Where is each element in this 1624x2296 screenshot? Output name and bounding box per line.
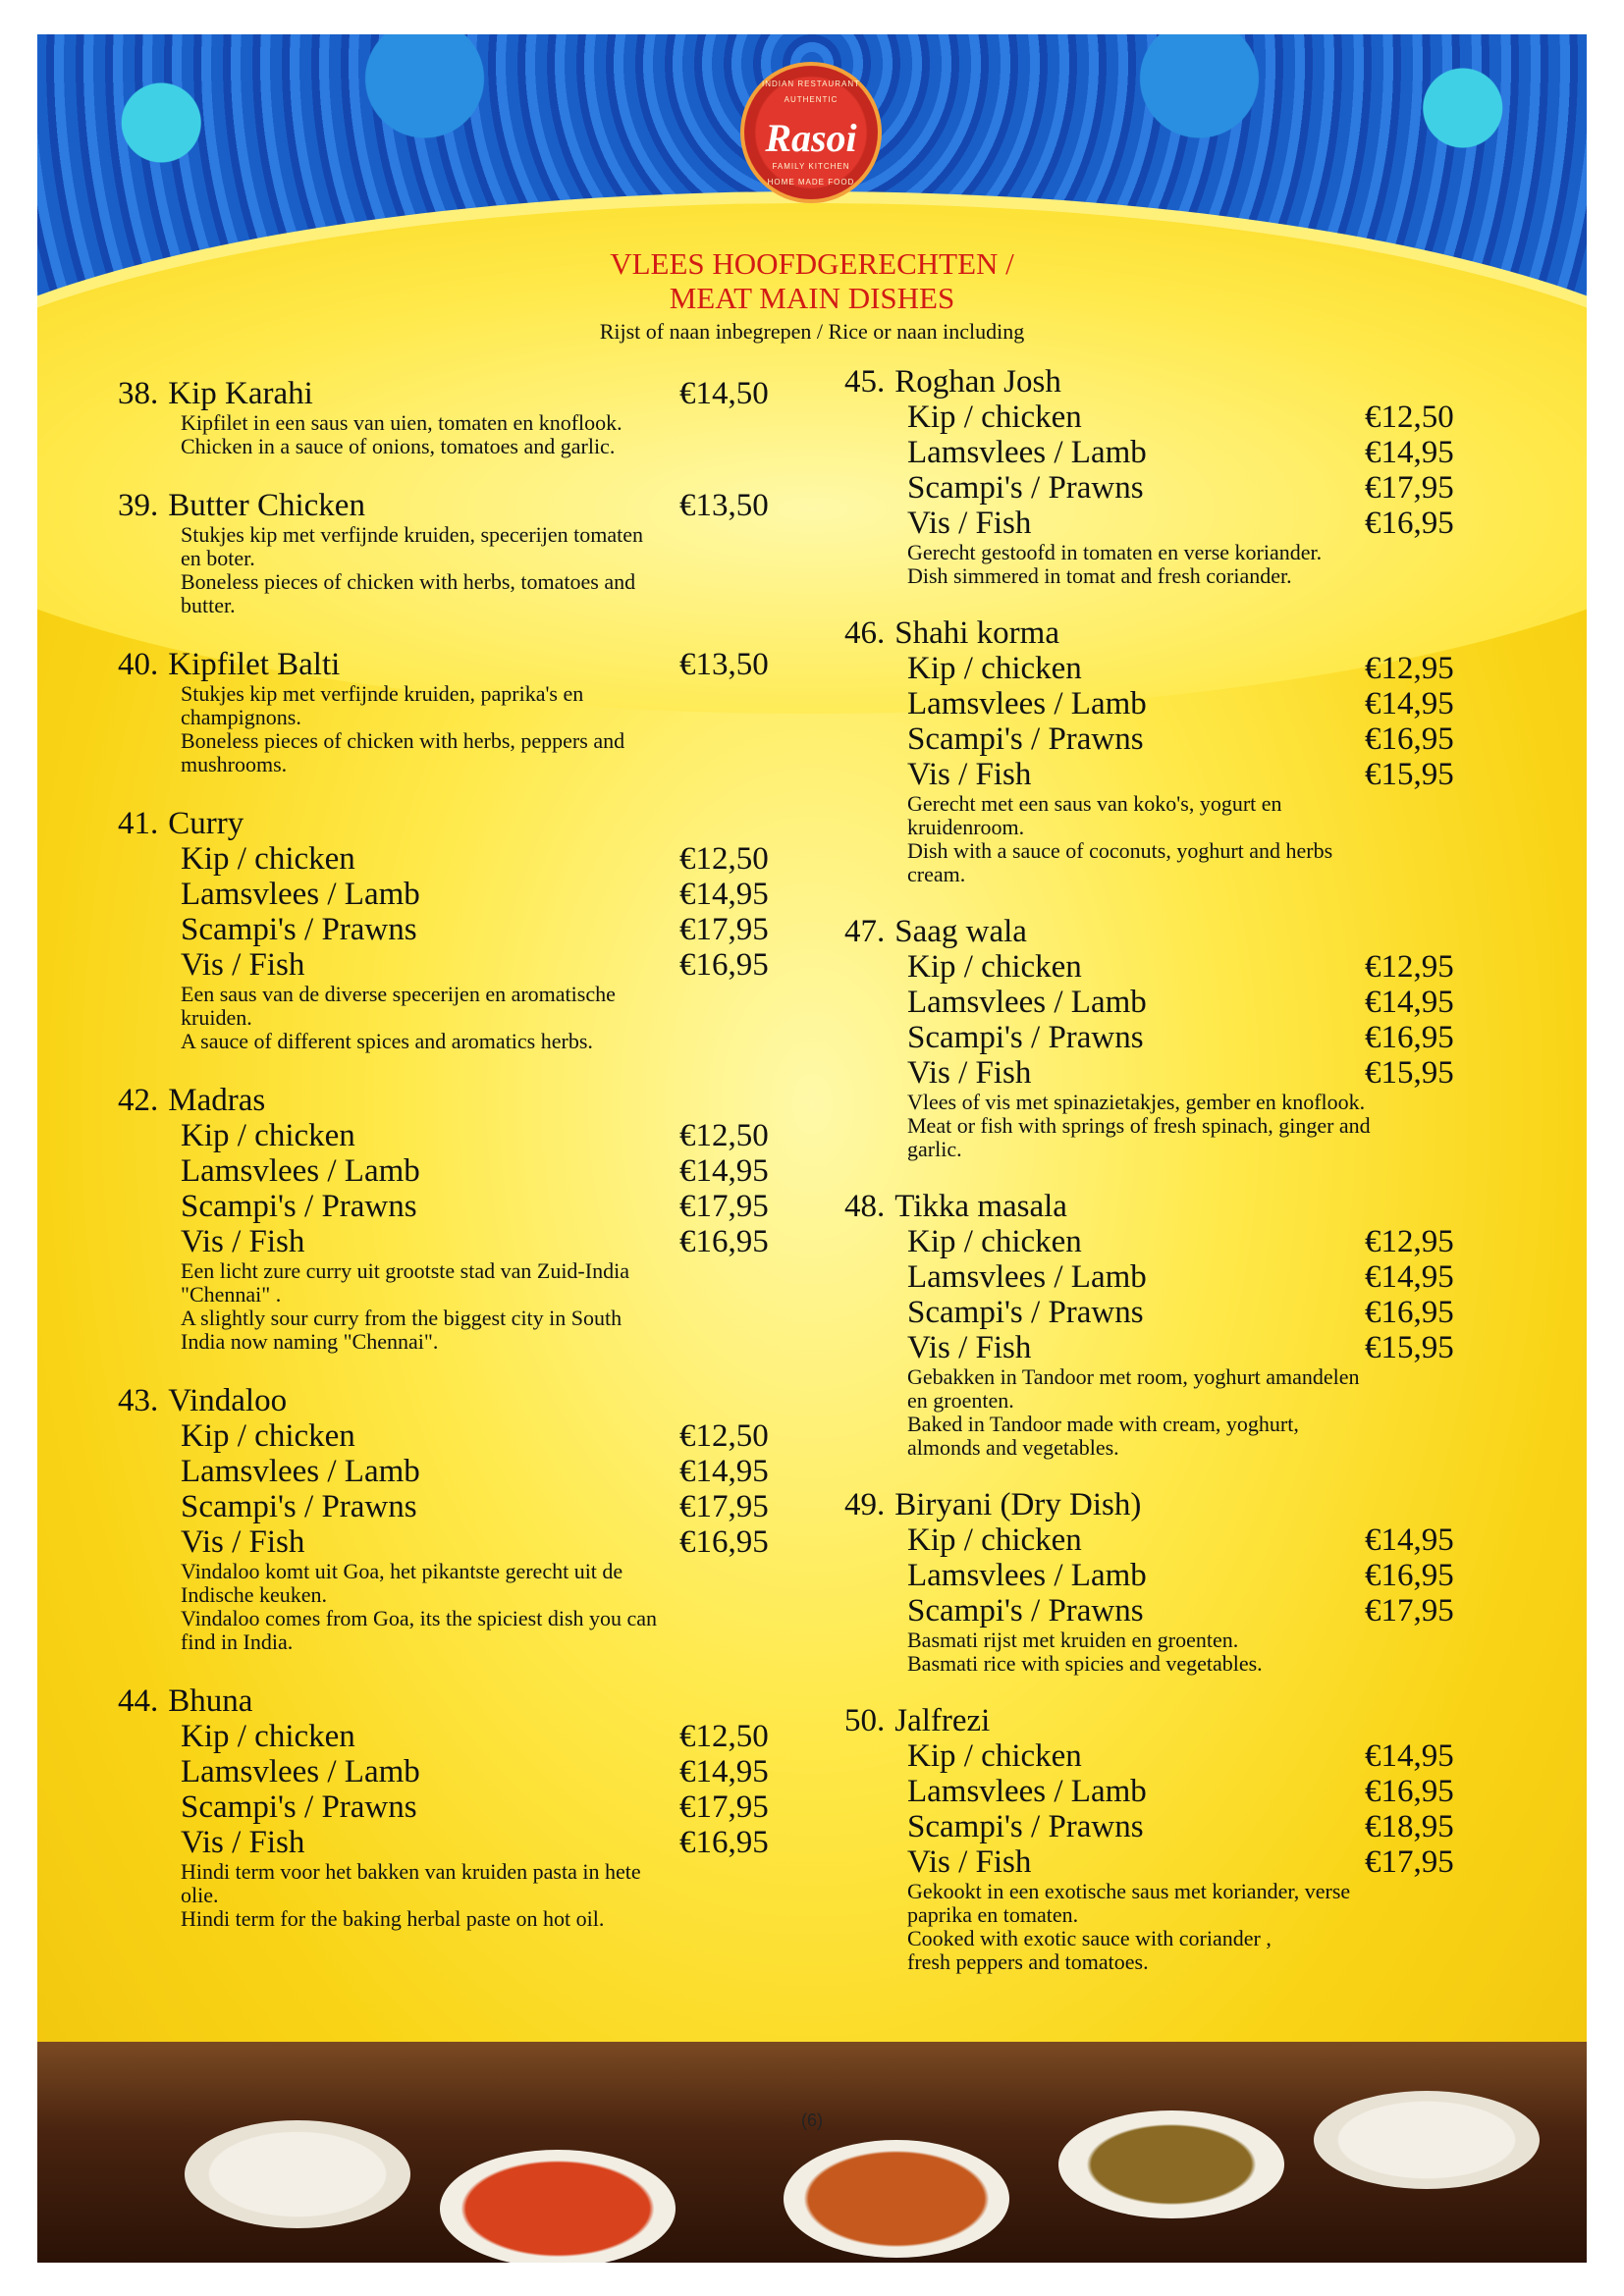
menu-item-description: Basmati rijst met kruiden en groenten. xyxy=(907,1628,1239,1652)
menu-title-line1: VLEES HOOFDGERECHTEN / xyxy=(610,246,1014,281)
variant-price: €15,95 xyxy=(1365,1330,1454,1365)
price-variant-row xyxy=(844,1224,1551,1259)
menu-item-description: garlic. xyxy=(907,1137,962,1161)
menu-item-description: butter. xyxy=(181,593,236,617)
price-variant-row xyxy=(118,1153,825,1189)
menu-title-line2: MEAT MAIN DISHES xyxy=(669,281,955,315)
price-variant-row xyxy=(118,877,825,912)
price-variant-row xyxy=(844,721,1551,757)
menu-item-description: Dish simmered in tomat and fresh coriander. xyxy=(907,563,1292,588)
price-variant-row xyxy=(844,1558,1551,1593)
menu-item-description: Stukjes kip met verfijnde kruiden, paprika's en xyxy=(181,681,584,706)
menu-item-description: Boneless pieces of chicken with herbs, tomatoes and xyxy=(181,569,636,594)
variant-price: €17,95 xyxy=(679,1189,769,1224)
menu-item-number: 39. xyxy=(118,488,159,523)
menu-item-description: paprika en tomaten. xyxy=(907,1902,1079,1927)
menu-item-number: 38. xyxy=(118,376,159,411)
menu-item-heading xyxy=(844,1703,1551,1738)
menu-item-description: en groenten. xyxy=(907,1388,1014,1413)
variant-label: Kip / chicken xyxy=(907,1738,1082,1774)
variant-label: Lamsvlees / Lamb xyxy=(907,1558,1147,1593)
menu-item-description: Gerecht met een saus van koko's, yogurt en xyxy=(907,791,1282,816)
variant-label: Vis / Fish xyxy=(181,1524,305,1560)
variant-price: €14,95 xyxy=(679,1454,769,1489)
variant-price: €17,95 xyxy=(679,912,769,947)
menu-item-heading xyxy=(118,647,825,682)
variant-label: Scampi's / Prawns xyxy=(907,1295,1144,1330)
menu-item-description: mushrooms. xyxy=(181,752,288,776)
menu-item-description: Een saus van de diverse specerijen en aromatische xyxy=(181,982,616,1006)
variant-price: €14,95 xyxy=(679,1153,769,1189)
menu-item-price: €13,50 xyxy=(679,647,769,682)
price-variant-row xyxy=(844,435,1551,470)
menu-item-description: Hindi term voor het bakken van kruiden pasta in hete xyxy=(181,1859,641,1884)
menu-item-name: Roghan Josh xyxy=(894,364,1061,400)
variant-label: Scampi's / Prawns xyxy=(181,1489,417,1524)
variant-label: Scampi's / Prawns xyxy=(181,912,417,947)
menu-item-description: cream. xyxy=(907,862,966,886)
menu-item-description: find in India. xyxy=(181,1629,294,1654)
variant-price: €15,95 xyxy=(1365,1055,1454,1091)
menu-item xyxy=(118,647,825,776)
variant-label: Lamsvlees / Lamb xyxy=(181,1153,420,1189)
price-variant-row xyxy=(844,1809,1551,1844)
menu-item-description: Boneless pieces of chicken with herbs, peppers and xyxy=(181,728,625,753)
price-variant-row xyxy=(844,757,1551,792)
menu-subtitle: Rijst of naan inbegrepen / Rice or naan including xyxy=(599,319,1025,344)
menu-item xyxy=(844,615,1551,886)
menu-item-number: 42. xyxy=(118,1083,159,1118)
variant-label: Kip / chicken xyxy=(907,1522,1082,1558)
menu-item-name: Saag wala xyxy=(894,914,1027,949)
menu-item-description: Chicken in a sauce of onions, tomatoes and garlic. xyxy=(181,434,616,458)
menu-item-heading xyxy=(118,806,825,841)
price-variant-row xyxy=(118,1189,825,1224)
menu-item-description: A slightly sour curry from the biggest city in South xyxy=(181,1306,623,1330)
price-variant-row xyxy=(844,1330,1551,1365)
menu-item-description: almonds and vegetables. xyxy=(907,1435,1119,1460)
menu-item-name: Vindaloo xyxy=(168,1383,288,1418)
restaurant-logo xyxy=(740,62,882,203)
variant-label: Lamsvlees / Lamb xyxy=(907,435,1147,470)
menu-item-name: Shahi korma xyxy=(894,615,1059,651)
menu-item-description: Gerecht gestoofd in tomaten en verse koriander. xyxy=(907,540,1323,564)
menu-item-description: Gebakken in Tandoor met room, yoghurt amandelen xyxy=(907,1364,1360,1389)
variant-price: €17,95 xyxy=(679,1789,769,1825)
price-variant-row xyxy=(844,1020,1551,1055)
menu-item-description: Meat or fish with springs of fresh spinach, ginger and xyxy=(907,1113,1371,1138)
variant-price: €14,95 xyxy=(1365,1522,1454,1558)
variant-label: Scampi's / Prawns xyxy=(181,1789,417,1825)
variant-label: Vis / Fish xyxy=(907,1844,1032,1880)
menu-item-number: 46. xyxy=(844,615,886,651)
menu-item xyxy=(118,488,825,617)
menu-item xyxy=(118,1383,825,1654)
variant-price: €16,95 xyxy=(1365,1020,1454,1055)
variant-price: €14,95 xyxy=(1365,1259,1454,1295)
menu-item-name: Jalfrezi xyxy=(894,1703,991,1738)
menu-item-description: Cooked with exotic sauce with coriander , xyxy=(907,1926,1272,1950)
variant-price: €14,95 xyxy=(1365,686,1454,721)
dish-bowl-5 xyxy=(1314,2091,1540,2189)
menu-item-description: Indische keuken. xyxy=(181,1582,328,1607)
menu-item-name: Madras xyxy=(168,1083,266,1118)
menu-item xyxy=(844,1189,1551,1460)
menu-item-heading xyxy=(118,1383,825,1418)
menu-item xyxy=(844,364,1551,588)
variant-price: €16,95 xyxy=(1365,721,1454,757)
logo-bottom-text: HOME MADE FOOD xyxy=(767,178,855,187)
price-variant-row xyxy=(118,1418,825,1454)
price-variant-row xyxy=(118,1454,825,1489)
menu-item-price: €14,50 xyxy=(679,376,769,411)
logo-mid-text: AUTHENTIC xyxy=(784,95,839,104)
price-variant-row xyxy=(844,686,1551,721)
variant-price: €14,95 xyxy=(679,877,769,912)
variant-label: Kip / chicken xyxy=(907,1224,1082,1259)
variant-price: €12,50 xyxy=(679,1418,769,1454)
price-variant-row xyxy=(118,841,825,877)
menu-item-number: 48. xyxy=(844,1189,886,1224)
variant-price: €14,95 xyxy=(679,1754,769,1789)
price-variant-row xyxy=(118,912,825,947)
variant-label: Kip / chicken xyxy=(181,1418,355,1454)
variant-price: €16,95 xyxy=(679,1524,769,1560)
variant-label: Scampi's / Prawns xyxy=(907,470,1144,506)
menu-item-number: 50. xyxy=(844,1703,886,1738)
variant-price: €14,95 xyxy=(1365,435,1454,470)
variant-price: €12,50 xyxy=(679,1719,769,1754)
menu-item xyxy=(118,806,825,1053)
price-variant-row xyxy=(118,1489,825,1524)
menu-item-description: Vlees of vis met spinazietakjes, gember en knoflook. xyxy=(907,1090,1366,1114)
price-variant-row xyxy=(118,947,825,983)
menu-page xyxy=(37,34,1587,2263)
variant-label: Lamsvlees / Lamb xyxy=(907,1259,1147,1295)
menu-item-heading xyxy=(844,1487,1551,1522)
logo-top-text: INDIAN RESTAURANT xyxy=(762,80,860,88)
menu-item-description: Stukjes kip met verfijnde kruiden, specerijen tomaten xyxy=(181,522,644,547)
menu-item-description: Kipfilet in een saus van uien, tomaten en knoflook. xyxy=(181,410,623,435)
variant-label: Scampi's / Prawns xyxy=(907,721,1144,757)
menu-item-heading xyxy=(118,1083,825,1118)
variant-label: Scampi's / Prawns xyxy=(907,1809,1144,1844)
menu-item-description: Vindaloo komt uit Goa, het pikantste gerecht uit de xyxy=(181,1559,623,1583)
variant-label: Kip / chicken xyxy=(181,1719,355,1754)
variant-label: Kip / chicken xyxy=(907,949,1082,985)
variant-label: Vis / Fish xyxy=(907,1330,1032,1365)
variant-price: €12,95 xyxy=(1365,651,1454,686)
price-variant-row xyxy=(844,1055,1551,1091)
price-variant-row xyxy=(844,1738,1551,1774)
price-variant-row xyxy=(844,1774,1551,1809)
menu-item-heading xyxy=(844,615,1551,651)
menu-item-number: 45. xyxy=(844,364,886,400)
menu-item xyxy=(844,1703,1551,1974)
menu-item-heading xyxy=(844,914,1551,949)
menu-item-name: Bhuna xyxy=(168,1683,253,1719)
menu-item-name: Kip Karahi xyxy=(168,376,313,411)
variant-label: Scampi's / Prawns xyxy=(907,1593,1144,1629)
menu-item-number: 43. xyxy=(118,1383,159,1418)
menu-item-description: kruiden. xyxy=(181,1005,252,1030)
variant-label: Lamsvlees / Lamb xyxy=(907,985,1147,1020)
menu-item-heading xyxy=(844,1189,1551,1224)
variant-price: €17,95 xyxy=(1365,1844,1454,1880)
price-variant-row xyxy=(118,1825,825,1860)
variant-label: Vis / Fish xyxy=(907,506,1032,541)
menu-item-description: kruidenroom. xyxy=(907,815,1025,839)
variant-price: €12,95 xyxy=(1365,1224,1454,1259)
dish-bowl-2 xyxy=(440,2150,676,2263)
variant-price: €16,95 xyxy=(1365,1295,1454,1330)
menu-item xyxy=(844,914,1551,1161)
price-variant-row xyxy=(118,1789,825,1825)
right-menu-column xyxy=(844,364,1551,2002)
variant-price: €17,95 xyxy=(1365,1593,1454,1629)
menu-item-number: 47. xyxy=(844,914,886,949)
variant-price: €12,50 xyxy=(1365,400,1454,435)
variant-label: Lamsvlees / Lamb xyxy=(181,877,420,912)
price-variant-row xyxy=(844,651,1551,686)
menu-item-description: Vindaloo comes from Goa, its the spiciest dish you can xyxy=(181,1606,658,1630)
menu-item-name: Butter Chicken xyxy=(168,488,365,523)
logo-small-text: FAMILY KITCHEN xyxy=(772,162,850,171)
variant-label: Scampi's / Prawns xyxy=(181,1189,417,1224)
menu-item-description: champignons. xyxy=(181,705,301,729)
variant-price: €18,95 xyxy=(1365,1809,1454,1844)
price-variant-row xyxy=(844,1295,1551,1330)
variant-price: €16,95 xyxy=(679,1224,769,1259)
price-variant-row xyxy=(844,470,1551,506)
variant-price: €15,95 xyxy=(1365,757,1454,792)
price-variant-row xyxy=(844,1593,1551,1629)
menu-item-description: Baked in Tandoor made with cream, yoghurt, xyxy=(907,1412,1299,1436)
price-variant-row xyxy=(844,1844,1551,1880)
price-variant-row xyxy=(844,400,1551,435)
left-menu-column xyxy=(118,376,825,1960)
variant-price: €12,95 xyxy=(1365,949,1454,985)
variant-label: Vis / Fish xyxy=(907,1055,1032,1091)
variant-price: €12,50 xyxy=(679,841,769,877)
menu-item-price: €13,50 xyxy=(679,488,769,523)
food-photo-footer xyxy=(37,2042,1587,2263)
price-variant-row xyxy=(118,1524,825,1560)
variant-price: €17,95 xyxy=(679,1489,769,1524)
price-variant-row xyxy=(844,949,1551,985)
menu-item-heading xyxy=(844,364,1551,400)
variant-price: €16,95 xyxy=(679,1825,769,1860)
menu-item-heading xyxy=(118,488,825,523)
dish-bowl-3 xyxy=(784,2140,1009,2258)
price-variant-row xyxy=(844,506,1551,541)
dish-bowl-1 xyxy=(185,2120,410,2228)
variant-price: €16,95 xyxy=(1365,1558,1454,1593)
menu-item-name: Kipfilet Balti xyxy=(168,647,341,682)
variant-label: Scampi's / Prawns xyxy=(907,1020,1144,1055)
menu-item-name: Tikka masala xyxy=(894,1189,1067,1224)
page-number: (6) xyxy=(801,2110,823,2130)
menu-item xyxy=(118,1083,825,1354)
menu-item xyxy=(118,1683,825,1931)
menu-item-description: India now naming "Chennai". xyxy=(181,1329,439,1354)
variant-label: Kip / chicken xyxy=(181,1118,355,1153)
price-variant-row xyxy=(118,1754,825,1789)
menu-item-description: Basmati rice with spicies and vegetables. xyxy=(907,1651,1263,1676)
menu-item xyxy=(118,376,825,458)
menu-item-heading xyxy=(118,376,825,411)
menu-item-description: olie. xyxy=(181,1883,219,1907)
price-variant-row xyxy=(844,985,1551,1020)
price-variant-row xyxy=(844,1522,1551,1558)
menu-item-number: 41. xyxy=(118,806,159,841)
variant-price: €14,95 xyxy=(1365,985,1454,1020)
menu-item-number: 44. xyxy=(118,1683,159,1719)
variant-price: €14,95 xyxy=(1365,1738,1454,1774)
variant-label: Vis / Fish xyxy=(181,947,305,983)
variant-label: Lamsvlees / Lamb xyxy=(907,686,1147,721)
price-variant-row xyxy=(118,1719,825,1754)
variant-label: Vis / Fish xyxy=(907,757,1032,792)
menu-item-description: en boter. xyxy=(181,546,255,570)
price-variant-row xyxy=(844,1259,1551,1295)
menu-item-name: Curry xyxy=(168,806,244,841)
menu-item-name: Biryani (Dry Dish) xyxy=(894,1487,1142,1522)
variant-price: €12,50 xyxy=(679,1118,769,1153)
menu-item-description: fresh peppers and tomatoes. xyxy=(907,1949,1149,1974)
variant-price: €16,95 xyxy=(1365,1774,1454,1809)
menu-item-number: 49. xyxy=(844,1487,886,1522)
variant-label: Lamsvlees / Lamb xyxy=(181,1754,420,1789)
variant-label: Vis / Fish xyxy=(181,1825,305,1860)
menu-item-description: Hindi term for the baking herbal paste on hot oil. xyxy=(181,1906,605,1931)
price-variant-row xyxy=(118,1224,825,1259)
variant-price: €17,95 xyxy=(1365,470,1454,506)
menu-item-heading xyxy=(118,1683,825,1719)
variant-price: €16,95 xyxy=(1365,506,1454,541)
menu-item-description: Gekookt in een exotische saus met koriander, verse xyxy=(907,1879,1351,1903)
variant-label: Kip / chicken xyxy=(907,400,1082,435)
menu-item-description: A sauce of different spices and aromatics herbs. xyxy=(181,1029,593,1053)
variant-label: Kip / chicken xyxy=(907,651,1082,686)
variant-price: €16,95 xyxy=(679,947,769,983)
menu-item-description: Een licht zure curry uit grootste stad van Zuid-India xyxy=(181,1258,629,1283)
variant-label: Lamsvlees / Lamb xyxy=(907,1774,1147,1809)
variant-label: Kip / chicken xyxy=(181,841,355,877)
menu-item-description: Dish with a sauce of coconuts, yoghurt and herbs xyxy=(907,838,1333,863)
variant-label: Vis / Fish xyxy=(181,1224,305,1259)
menu-item-description: "Chennai" . xyxy=(181,1282,282,1307)
logo-name: Rasoi xyxy=(765,116,857,160)
variant-label: Lamsvlees / Lamb xyxy=(181,1454,420,1489)
menu-item xyxy=(844,1487,1551,1676)
price-variant-row xyxy=(118,1118,825,1153)
menu-item-number: 40. xyxy=(118,647,159,682)
